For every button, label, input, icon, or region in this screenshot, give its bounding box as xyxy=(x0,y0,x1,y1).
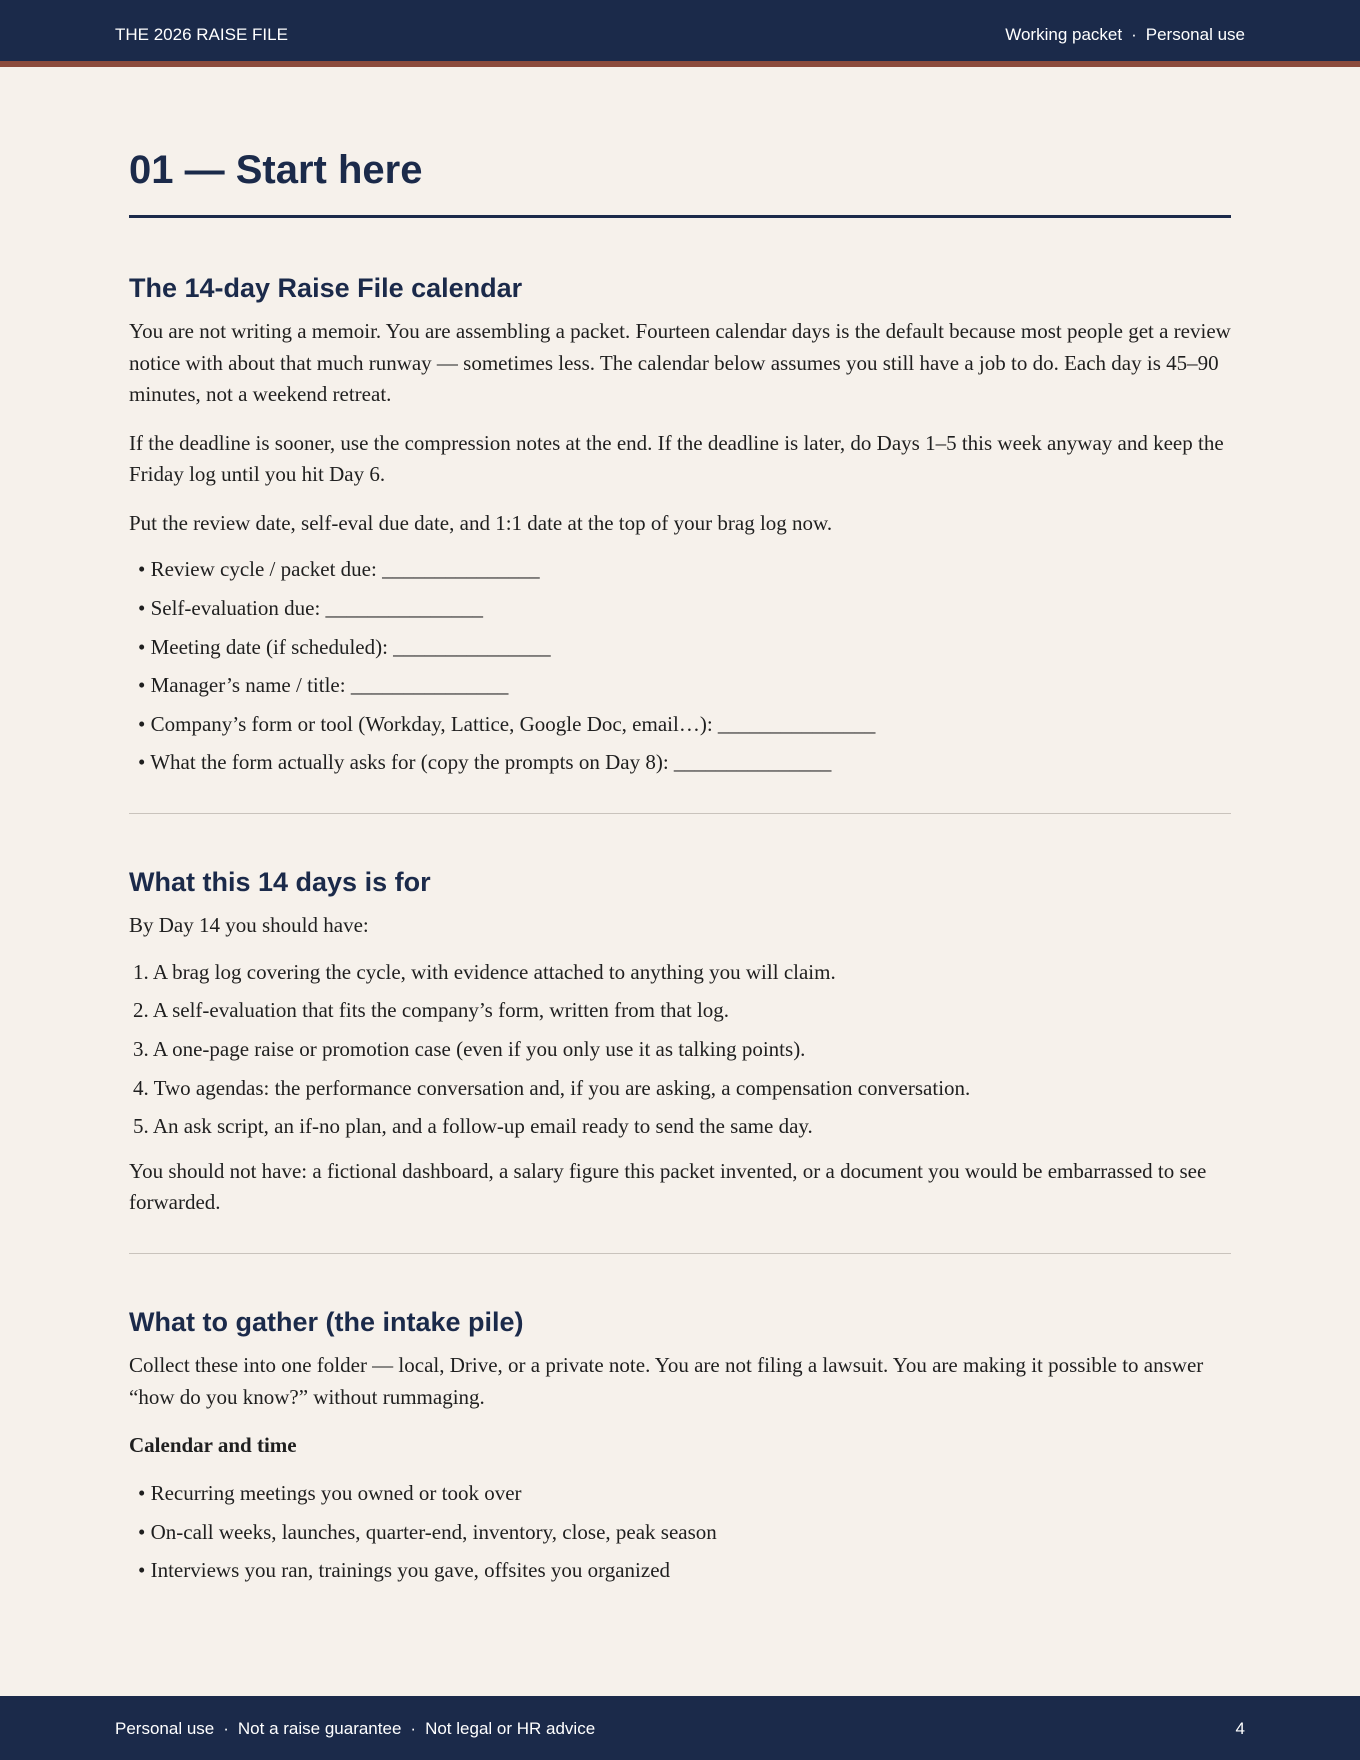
section-heading-calendar: The 14-day Raise File calendar xyxy=(129,273,523,303)
date-fields-list xyxy=(129,556,1231,776)
footer-bar xyxy=(0,1696,1360,1760)
purpose-intro: By Day 14 you should have: xyxy=(129,913,369,938)
header-tag-working-packet: Working packet xyxy=(1005,25,1123,44)
header-tag-personal-use: Personal use xyxy=(1145,25,1245,44)
deliverables-list xyxy=(129,959,1231,1140)
section-calendar xyxy=(129,272,1231,776)
field-meeting-date: • Meeting date (if scheduled): _______________ xyxy=(138,634,551,659)
calendar-paragraph-3: Put the review date, self-eval due date, and 1:1 date at the top of your brag log now. xyxy=(129,510,833,535)
intake-item: • Interviews you ran, trainings you gave, offsites you organized xyxy=(138,1558,671,1583)
intake-calendar-list xyxy=(129,1480,1231,1584)
section-intake xyxy=(129,1306,1231,1585)
section-purpose xyxy=(129,866,1231,1219)
purpose-closing: You should not have: a fictional dashboard, a salary figure this packet invented, or a document you would be embarrassed to see forwarded. xyxy=(129,1158,1207,1215)
top-header-bar xyxy=(0,0,1360,67)
footer-note-not-advice: Not legal or HR advice xyxy=(425,1719,596,1738)
calendar-paragraph-1: You are not writing a memoir. You are assembling a packet. Fourteen calendar days is the default because most people get a review notice with about that much runway — sometimes less. The calendar below assumes you still have a job to do. Each day is 45–90 minutes, not a weekend retreat. xyxy=(129,319,1231,407)
header-tags xyxy=(1005,25,1245,45)
field-self-evaluation: • Self-evaluation due: _______________ xyxy=(138,595,484,620)
intake-intro: Collect these into one folder — local, Drive, or a private note. You are not filing a lawsuit. You are making it possible to answer “how do you know?” without rummaging. xyxy=(129,1353,1204,1409)
deliverable-item: 1. A brag log covering the cycle, with evidence attached to anything you will claim. xyxy=(133,959,836,984)
footer-separator: · xyxy=(410,1719,417,1738)
section-heading-purpose: What this 14 days is for xyxy=(129,866,431,897)
header-separator: · xyxy=(1131,25,1137,44)
footer-note-personal-use: Personal use xyxy=(115,1719,215,1738)
deliverable-item: 3. A one-page raise or promotion case (even if you only use it as talking points). xyxy=(133,1037,806,1062)
document-title: THE 2026 RAISE FILE xyxy=(115,25,288,44)
page-number: 4 xyxy=(1235,1719,1245,1738)
deliverable-item: 2. A self-evaluation that fits the company’s form, written from that log. xyxy=(133,998,730,1023)
footer-note-no-guarantee: Not a raise guarantee xyxy=(237,1719,402,1738)
field-company-form: • Company’s form or tool (Workday, Lattice, Google Doc, email…): _______________ xyxy=(138,711,876,736)
field-review-cycle: • Review cycle / packet due: _______________ xyxy=(138,557,540,582)
calendar-paragraph-2: If the deadline is sooner, use the compression notes at the end. If the deadline is later, do Days 1–5 this week anyway and keep the Friday log until you hit Day 6. xyxy=(129,430,1224,487)
footer-separator: · xyxy=(223,1719,229,1738)
field-form-prompts: • What the form actually asks for (copy the prompts on Day 8): _______________ xyxy=(138,750,832,775)
deliverable-item: 4. Two agendas: the performance conversation and, if you are asking, a compensation conversation. xyxy=(133,1075,971,1100)
section-heading-intake: What to gather (the intake pile) xyxy=(129,1306,524,1337)
intake-item: • Recurring meetings you owned or took over xyxy=(138,1481,522,1506)
footer-notes xyxy=(115,1719,595,1739)
page-content xyxy=(129,148,1231,1596)
subheading-calendar-and-time: Calendar and time xyxy=(129,1433,297,1458)
field-manager-name: • Manager’s name / title: _______________ xyxy=(138,673,509,698)
intake-item: • On-call weeks, launches, quarter-end, inventory, close, peak season xyxy=(138,1519,717,1544)
deliverable-item: 5. An ask script, an if-no plan, and a follow-up email ready to send the same day. xyxy=(133,1114,813,1139)
page-title: 01 — Start here xyxy=(129,148,1231,218)
